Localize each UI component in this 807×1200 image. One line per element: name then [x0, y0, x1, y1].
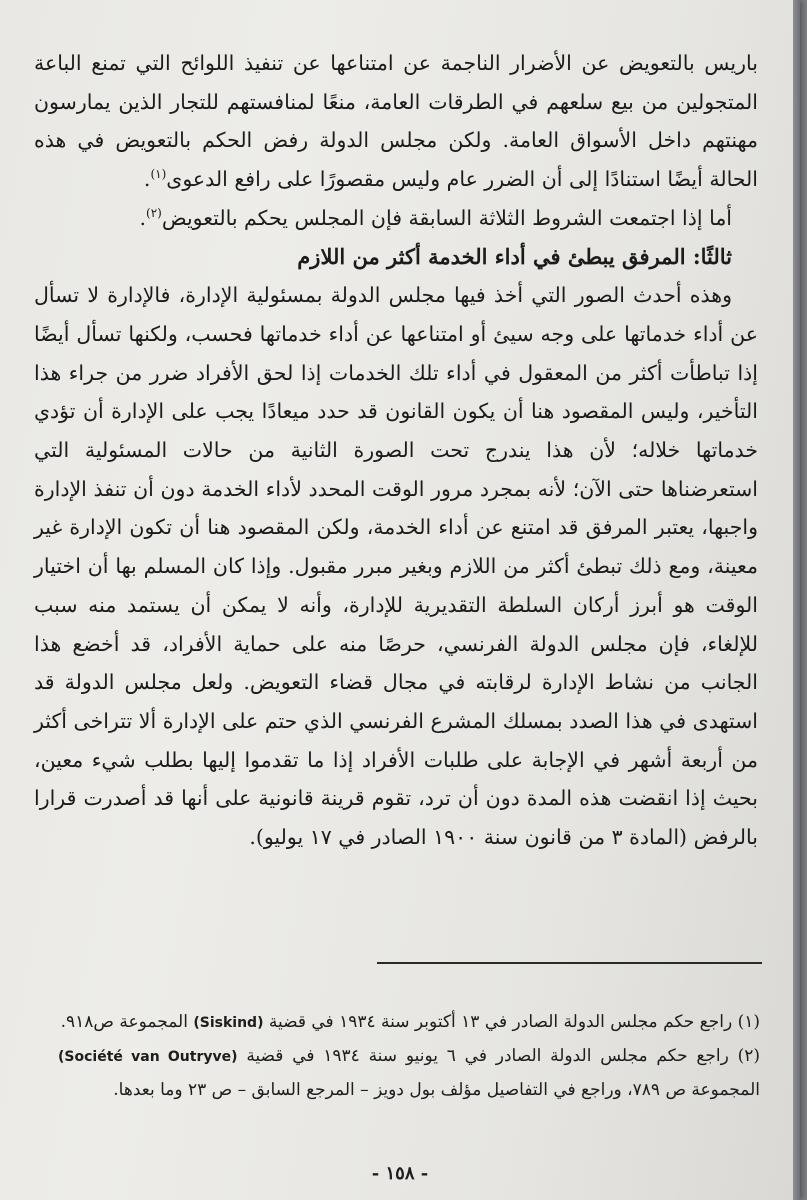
paragraph-2-text: أما إذا اجتمعت الشروط الثلاثة السابقة فإن المجلس يحكم بالتعويض [161, 205, 732, 230]
footnotes [58, 1006, 760, 1107]
paragraph-1-text: باريس بالتعويض عن الأضرار الناجمة عن امتناعها عن تنفيذ اللوائح التي تمنع الباعة المتجولين من بيع سلعهم في الطرقات العامة، منعًا لمنافستهم للتجار الذين يمارسون مهنتهم داخل الأسواق العامة. ولكن مجلس الدولة رفض الحكم بالتعويض في هذه الحالة أيضًا استنادًا إلى أن الضرر عام وليس مقصورًا على رافع الدعوى [34, 51, 758, 192]
footnote-marker-2: (٢) [146, 205, 162, 220]
paragraph-3: وهذه أحدث الصور التي أخذ فيها مجلس الدولة بمسئولية الإدارة، فالإدارة لا تسأل عن أداء خدماتها على وجه سيئ أو امتناعها عن أداء خدماتها فحسب، ولكنها تسأل أيضًا إذا تباطأت أكثر من المعقول في أداء تلك الخدمات إذا لحق الأفراد ضرر من جراء هذا التأخير، وليس المقصود هنا أن يكون القانون قد حدد ميعادًا يجب على الإدارة أن تؤدي خدماتها خلاله؛ لأن هذا يندرج تحت الصورة الثانية من حالات المسئولية التي استعرضناها حتى الآن؛ لأنه بمجرد مرور الوقت المحدد لأداء الخدمة دون أن تنفذ الإدارة واجبها، يعتبر المرفق قد امتنع عن أداء الخدمة، ولكن المقصود هنا أن تكون الإدارة غير معينة، ومع ذلك تبطئ أكثر من اللازم وبغير مبرر مقبول. وإذا كان المسلم بها أن اختيار الوقت هو أبرز أركان السلطة التقديرية للإدارة، وأنه لا يمكن أن يستمد منه سبب للإلغاء، فإن مجلس الدولة الفرنسي، حرصًا منه على حماية الأفراد، قد أخضع هذا الجانب من نشاط الإدارة لرقابته في مجال قضاء التعويض. ولعل مجلس الدولة قد استهدى في هذا الصدد بمسلك المشرع الفرنسي الذي حتم على الإدارة ألا تتراخى أكثر من أربعة أشهر في الإجابة على طلبات الأفراد إذا ما تقدموا إليها بطلب شيء معين، بحيث إذا انقضت هذه المدة دون أن ترد، تقوم قرينة قانونية على أنها قد أصدرت قرارا بالرفض (المادة ٣ من قانون سنة ١٩٠٠ الصادر في ١٧ يوليو). [34, 283, 759, 850]
footnote-2-prefix: (٢) راجع حكم مجلس الدولة الصادر في ٦ يونيو سنة ١٩٣٤ في قضية [246, 1046, 761, 1066]
section-heading: ثالثًا: المرفق يبطئ في أداء الخدمة أكثر من اللازم [297, 243, 732, 269]
main-text [34, 44, 758, 857]
footnote-1-suffix: المجموعة ص٩١٨. [60, 1012, 188, 1032]
paragraph-1-end: . [143, 167, 151, 192]
footnote-marker-1: (١) [150, 167, 167, 182]
paragraph-2 [34, 199, 758, 238]
footnote-2 [58, 1040, 760, 1107]
footnote-2-suffix: المجموعة ص ٧٨٩، وراجع في التفاصيل مؤلف بول دويز – المرجع السابق – ص ٢٣ وما بعدها. [113, 1080, 760, 1100]
page-number: - ١٥٨ - [371, 1163, 429, 1184]
page-edge-shadow [793, 0, 800, 1200]
footnote-1-prefix: (١) راجع حكم مجلس الدولة الصادر في ١٣ أكتوبر سنة ١٩٣٤ في قضية [268, 1012, 760, 1032]
footnote-2-case-name: (Société van Outryve) [58, 1049, 238, 1065]
footnote-divider [377, 962, 762, 964]
footnote-1-case-name: (Siskind) [193, 1015, 264, 1031]
paragraph-1 [34, 44, 758, 199]
footnote-1 [58, 1006, 760, 1040]
paragraph-2-end: . [139, 205, 147, 230]
